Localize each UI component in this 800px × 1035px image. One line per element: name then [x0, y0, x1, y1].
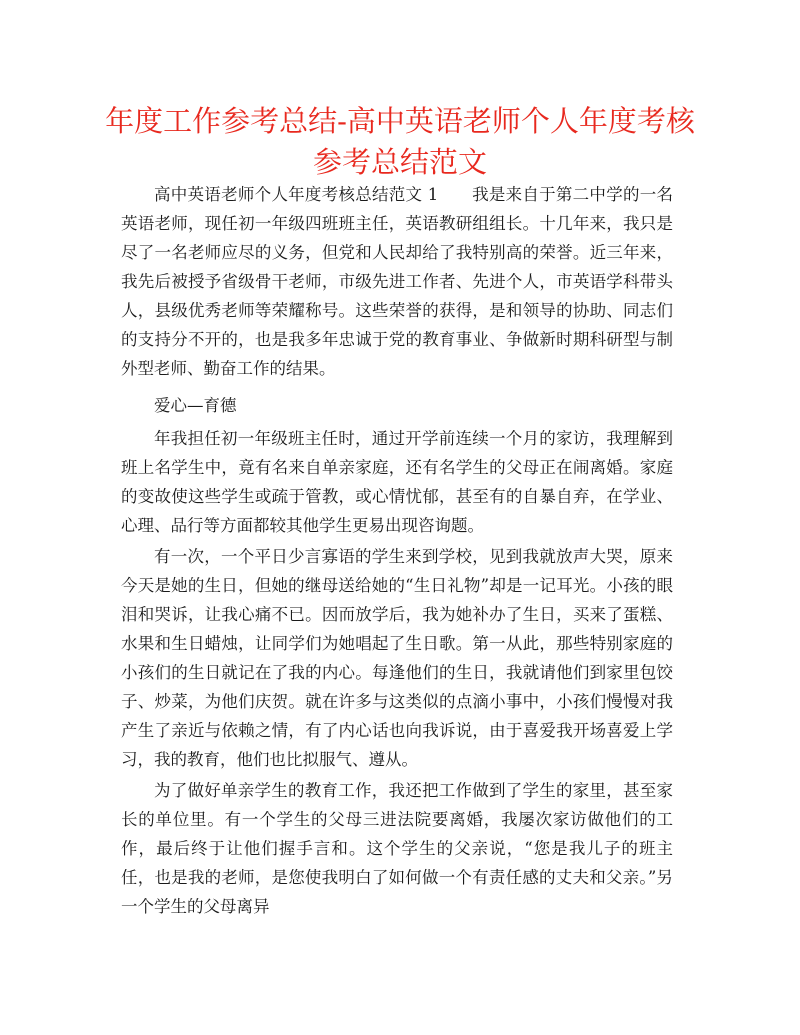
paragraph-single-parent-students: 年我担任初一年级班主任时，通过开学前连续一个月的家访，我理解到班上名学生中，竟有名来自单亲家庭，还有名学生的父母正在闹离婚。家庭的变故使这些学生或疏于管教，或心情忧郁，甚至有的自暴自弃，在学业、心理、品行等方面都较其他学生更易出现咨询题。	[121, 429, 673, 535]
document-body	[121, 180, 673, 923]
paragraph-birthday-story: 有一次，一个平日少言寡语的学生来到学校，见到我就放声大哭，原来今天是她的生日，但她的继母送给她的“生日礼物”却是一记耳光。小孩的眼泪和哭诉，让我心痛不已。因而放学后，我为她补办了生日，买来了蛋糕、水果和生日蜡烛，让同学们为她唱起了生日歌。第一从此，那些特别家庭的小孩们的生日就记在了我的内心。每逢他们的生日，我就请他们到家里包饺子、炒菜，为他们庆贺。就在许多与这类似的点滴小事中，小孩们慢慢对我产生了亲近与依赖之情，有了内心话也向我诉说，由于喜爱我开场喜爱上学习，我的教育，他们也比拟服气、遵从。	[121, 547, 673, 769]
section-heading-love-morality: 爱心—育德	[154, 396, 237, 415]
paragraph-intro: 高中英语老师个人年度考核总结范文 1 我是来自于第二中学的一名英语老师，现任初一年级四班班主任，英语教研组组长。十几年来，我只是尽了一名老师应尽的义务，但党和人民却给了我特别高的荣誉。近三年来，我先后被授予省级骨干老师，市级先进工作者、先进个人，市英语学科带头人，县级优秀老师等荣耀称号。这些荣誉的获得，是和领导的协助、同志们的支持分不开的，也是我多年忠诚于党的教育事业、争做新时期科研型与制外型老师、勤奋工作的结果。	[121, 185, 673, 378]
document-title-line-1: 年度工作参考总结-高中英语老师个人年度考核	[105, 104, 695, 138]
document-title-line-2: 参考总结范文	[312, 145, 487, 179]
paragraph-home-visits: 为了做好单亲学生的教育工作，我还把工作做到了学生的家里，甚至家长的单位里。有一个学生的父母三进法院要离婚，我屡次家访做他们的工作，最后终于让他们握手言和。这个学生的父亲说，“您是我儿子的班主任，也是我的老师，是您使我明白了如何做一个有责任感的丈夫和父亲。”另一个学生的父母离异	[121, 781, 673, 916]
